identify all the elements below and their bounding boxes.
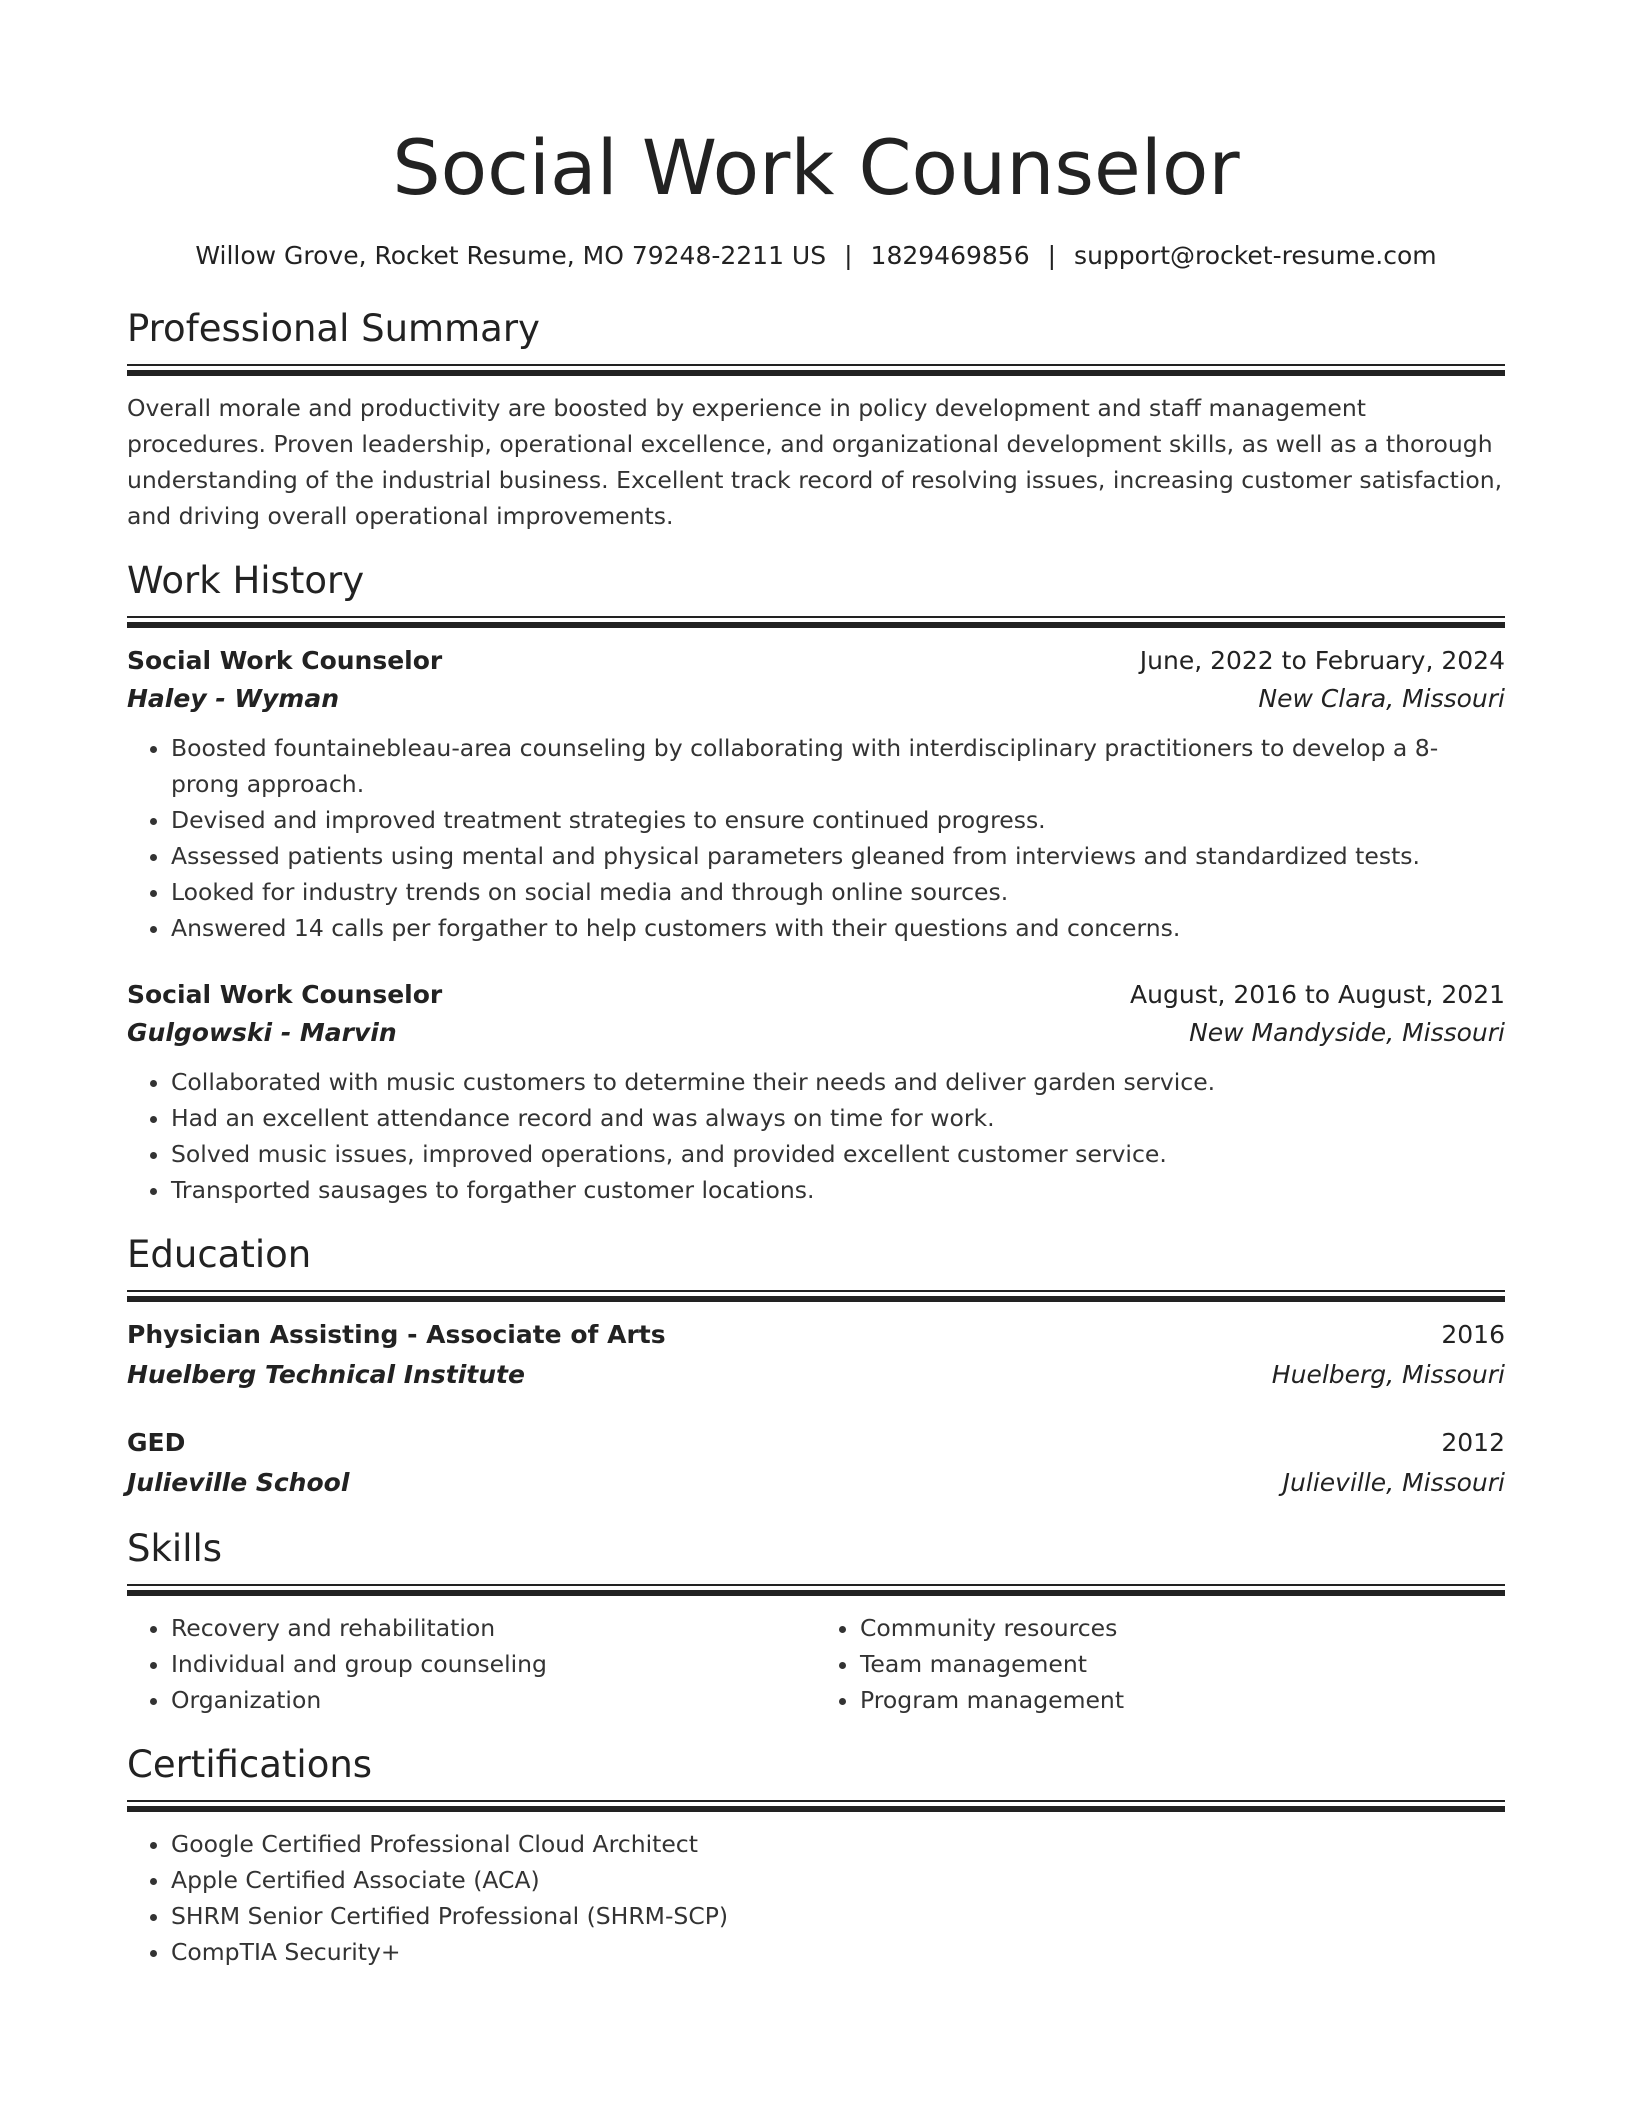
list-item: • Answered 14 calls per forgather to help customers with their questions and concerns. bbox=[171, 910, 1505, 946]
education-degree: GED bbox=[127, 1428, 186, 1457]
list-item: • Team management bbox=[860, 1646, 1505, 1682]
education-school: Julieville School bbox=[127, 1468, 350, 1497]
summary-text: Overall morale and productivity are boosted by experience in policy development and staff management procedures. Proven leadership, operational excellence, and organizational development skills, as well as a thorough understanding of the industrial business. Excellent track record of resolving issues, increasing customer satisfaction, and driving overall operational improvements. bbox=[127, 394, 1503, 530]
job-title: Social Work Counselor bbox=[127, 646, 443, 675]
list-item: • Solved music issues, improved operations, and provided excellent customer service. bbox=[171, 1136, 1505, 1172]
section-title-education: Education bbox=[127, 1233, 312, 1276]
education-section bbox=[127, 1230, 1505, 1502]
skills-list-right bbox=[816, 1610, 1505, 1718]
summary-section bbox=[127, 304, 1505, 534]
work-history-section bbox=[127, 556, 1505, 1208]
section-divider bbox=[127, 1584, 1505, 1596]
list-item: • Organization bbox=[171, 1682, 816, 1718]
contact-address: Willow Grove, Rocket Resume, MO 79248-2211 US bbox=[195, 241, 827, 270]
education-entry bbox=[127, 1316, 1505, 1394]
skills-list-left bbox=[127, 1610, 816, 1718]
list-item: • Assessed patients using mental and physical parameters gleaned from interviews and standardized tests. bbox=[171, 838, 1505, 874]
contact-phone: 1829469856 bbox=[870, 241, 1030, 270]
list-item: • Community resources bbox=[860, 1610, 1505, 1646]
contact-line bbox=[127, 238, 1505, 274]
list-item: • Apple Certified Associate (ACA) bbox=[171, 1862, 1505, 1898]
skills-grid bbox=[127, 1610, 1505, 1718]
list-item: • Program management bbox=[860, 1682, 1505, 1718]
section-title-summary: Professional Summary bbox=[127, 307, 540, 350]
section-divider bbox=[127, 1290, 1505, 1302]
education-school: Huelberg Technical Institute bbox=[127, 1360, 525, 1389]
contact-email: support@rocket-resume.com bbox=[1074, 241, 1437, 270]
section-title-certifications: Certifications bbox=[127, 1743, 373, 1786]
section-divider bbox=[127, 616, 1505, 628]
job-title: Social Work Counselor bbox=[127, 980, 443, 1009]
job-company: Gulgowski - Marvin bbox=[127, 1018, 397, 1047]
list-item: • Had an excellent attendance record and was always on time for work. bbox=[171, 1100, 1505, 1136]
list-item: • Individual and group counseling bbox=[171, 1646, 816, 1682]
section-title-skills: Skills bbox=[127, 1527, 223, 1570]
job-dates: June, 2022 to February, 2024 bbox=[1139, 646, 1505, 675]
section-divider bbox=[127, 364, 1505, 376]
list-item: • Transported sausages to forgather customer locations. bbox=[171, 1172, 1505, 1208]
list-item: • Devised and improved treatment strategies to ensure continued progress. bbox=[171, 802, 1505, 838]
list-item: • SHRM Senior Certified Professional (SHRM-SCP) bbox=[171, 1898, 1505, 1934]
job-entry bbox=[127, 642, 1505, 946]
job-entry bbox=[127, 976, 1505, 1208]
list-item: • Recovery and rehabilitation bbox=[171, 1610, 816, 1646]
section-divider bbox=[127, 1800, 1505, 1812]
job-bullets bbox=[127, 730, 1505, 946]
certifications-list bbox=[127, 1826, 1505, 1970]
education-year: 2012 bbox=[1441, 1428, 1505, 1457]
education-degree: Physician Assisting - Associate of Arts bbox=[127, 1320, 666, 1349]
job-dates: August, 2016 to August, 2021 bbox=[1130, 980, 1505, 1009]
education-entry bbox=[127, 1424, 1505, 1502]
job-company: Haley - Wyman bbox=[127, 684, 339, 713]
contact-separator: | bbox=[1047, 241, 1057, 270]
job-location: New Clara, Missouri bbox=[1258, 684, 1505, 713]
education-location: Julieville, Missouri bbox=[1282, 1468, 1505, 1497]
list-item: • Collaborated with music customers to determine their needs and deliver garden service. bbox=[171, 1064, 1505, 1100]
list-item: • Google Certified Professional Cloud Architect bbox=[171, 1826, 1505, 1862]
section-title-work-history: Work History bbox=[127, 559, 365, 602]
education-location: Huelberg, Missouri bbox=[1271, 1360, 1505, 1389]
contact-separator: | bbox=[844, 241, 853, 270]
job-location: New Mandyside, Missouri bbox=[1189, 1018, 1505, 1047]
list-item: • Boosted fountainebleau-area counseling by collaborating with interdisciplinary practitioners to develop a 8-prong approach. bbox=[171, 730, 1505, 802]
education-year: 2016 bbox=[1441, 1320, 1505, 1349]
job-bullets bbox=[127, 1064, 1505, 1208]
certifications-section bbox=[127, 1740, 1505, 1970]
list-item: • CompTIA Security+ bbox=[171, 1934, 1505, 1970]
candidate-name: Social Work Counselor bbox=[392, 123, 1240, 212]
list-item: • Looked for industry trends on social media and through online sources. bbox=[171, 874, 1505, 910]
skills-section bbox=[127, 1524, 1505, 1718]
